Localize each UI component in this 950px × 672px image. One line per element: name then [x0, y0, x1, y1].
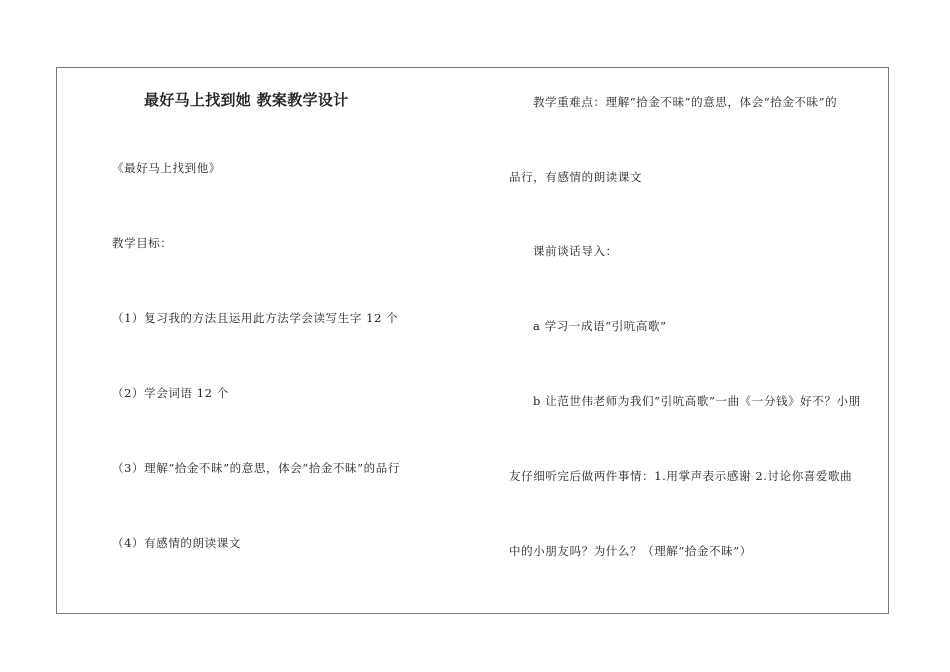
- right-line-key-points: 教学重难点：理解“拾金不昧”的意思，体会“拾金不昧”的: [533, 95, 838, 109]
- left-line-objectives-heading: 教学目标：: [112, 236, 173, 250]
- right-line-key-points-cont: 品行，有感情的朗读课文: [509, 170, 643, 184]
- right-line-step-b-cont-1: 友仔细听完后做两件事情：1.用掌声表示感谢 2.讨论你喜爱歌曲: [509, 469, 853, 483]
- right-line-step-b-cont-2: 中的小朋友吗？为什么？（理解“拾金不昧”）: [509, 544, 752, 558]
- left-line-book-title: 《最好马上找到他》: [112, 161, 221, 175]
- left-line-objective-1: （1）复习我的方法且运用此方法学会读写生字 12 个: [112, 311, 399, 325]
- right-line-step-b: b 让范世伟老师为我们“引吭高歌”一曲《一分钱》好不？小朋: [533, 394, 861, 408]
- right-line-intro-heading: 课前谈话导入：: [533, 244, 618, 258]
- left-line-objective-2: （2）学会词语 12 个: [112, 386, 229, 400]
- left-line-objective-3: （3）理解“拾金不昧”的意思，体会“拾金不昧”的品行: [112, 461, 400, 475]
- document-frame: [56, 67, 889, 614]
- document-title: 最好马上找到她 教案教学设计: [144, 91, 349, 109]
- right-line-step-a: a 学习一成语“引吭高歌”: [533, 319, 667, 333]
- left-line-objective-4: （4）有感情的朗读课文: [112, 536, 241, 550]
